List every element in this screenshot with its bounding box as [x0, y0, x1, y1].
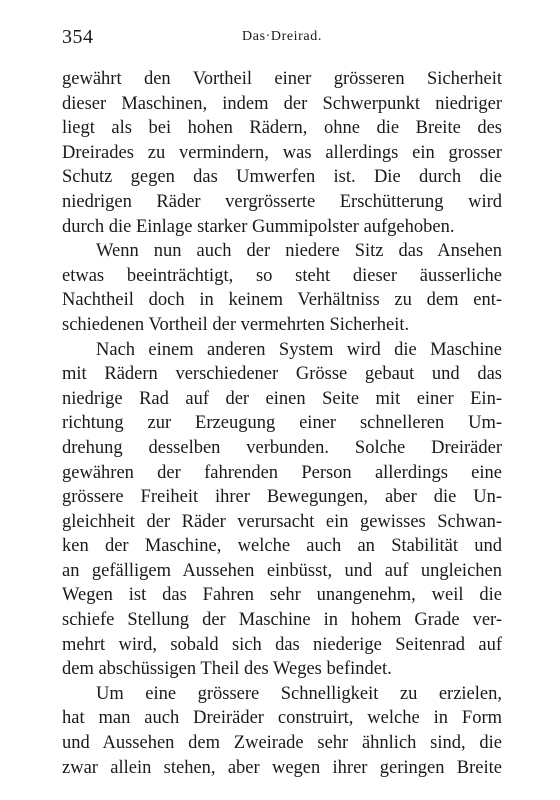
text-line: liegt als bei hohen Rädern, ohne die Breite des	[62, 118, 502, 139]
text-line: durch die Einlage starker Gummipolster aufgehoben.	[62, 216, 455, 237]
text-line: richtung zur Erzeugung einer schnelleren Um-	[62, 413, 502, 434]
text-line: dieser Maschinen, indem der Schwerpunkt niedriger	[62, 93, 502, 114]
text-line: Nach einem anderen System wird die Maschine	[96, 339, 502, 360]
text-line: gewähren der fahrenden Person allerdings eine	[62, 462, 502, 483]
text-line: Nachtheil doch in keinem Verhältniss zu dem ent-	[62, 290, 502, 311]
text-line: zwar allein stehen, aber wegen ihrer geringen Breite	[62, 757, 502, 778]
text-line: Dreirades zu vermindern, was allerdings ein grosser	[62, 142, 502, 163]
text-line: und Aussehen dem Zweirade sehr ähnlich sind, die	[62, 733, 502, 754]
text-line: gleichheit der Räder verursacht ein gewisses Schwan-	[62, 511, 502, 532]
text-line: gewährt den Vortheil einer grösseren Sicherheit	[62, 69, 502, 89]
text-line: schiedenen Vortheil der vermehrten Sicherheit.	[62, 314, 410, 335]
text-line: niedrige Rad auf der einen Seite mit einer Ein-	[62, 388, 502, 409]
text-line: mehrt wird, sobald sich das niederige Seitenrad auf	[62, 634, 502, 655]
text-line: niedrigen Räder vergrösserte Erschütterung wird	[62, 191, 502, 212]
text-line: schiefe Stellung der Maschine in hohem Grade ver-	[62, 610, 502, 631]
text-line: etwas beeinträchtigt, so steht dieser äusserliche	[62, 265, 502, 286]
text-line: drehung desselben verbunden. Solche Dreiräder	[62, 437, 502, 458]
text-line: grössere Freiheit ihrer Bewegungen, aber die Un-	[62, 487, 502, 508]
text-line: Wenn nun auch der niedere Sitz das Ansehen	[96, 241, 502, 262]
text-line: Um eine grössere Schnelligkeit zu erzielen,	[96, 683, 502, 704]
text-line: mit Rädern verschiedener Grösse gebaut und das	[62, 364, 502, 385]
body-text	[62, 67, 502, 780]
text-line: hat man auch Dreiräder construirt, welche in Form	[62, 708, 502, 729]
text-line: Schutz gegen das Umwerfen ist. Die durch die	[62, 167, 502, 188]
text-line: dem abschüssigen Theil des Weges befindet.	[62, 659, 392, 680]
running-head: Das·Dreirad.	[242, 29, 322, 44]
text-line: Wegen ist das Fahren sehr unangenehm, weil die	[62, 585, 502, 606]
text-line: an gefälligem Aussehen einbüsst, und auf ungleichen	[62, 560, 502, 581]
page-number: 354	[62, 26, 94, 48]
text-line: ken der Maschine, welche auch an Stabilität und	[62, 536, 502, 557]
page-header	[62, 26, 502, 50]
